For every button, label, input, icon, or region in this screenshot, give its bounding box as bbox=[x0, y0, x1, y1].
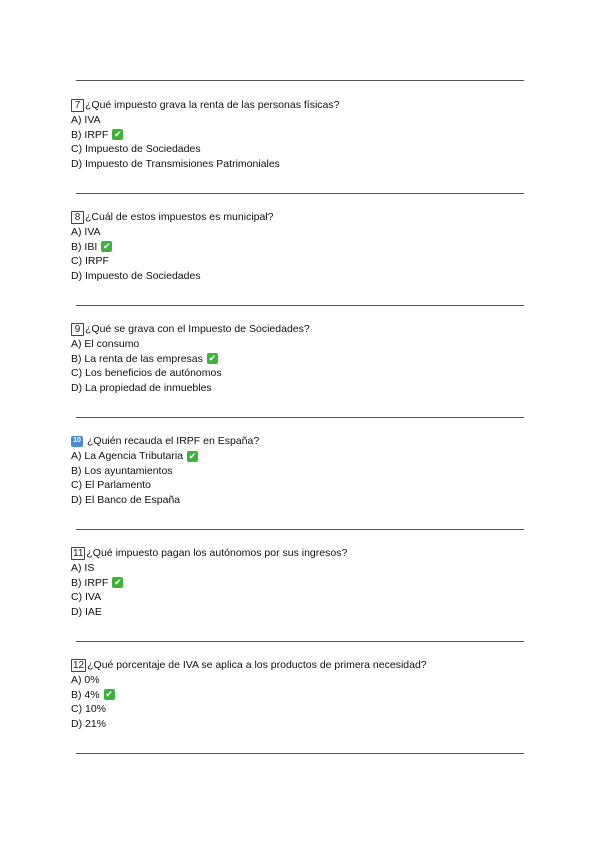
answer-option bbox=[71, 673, 541, 688]
answer-option bbox=[71, 449, 541, 464]
answer-option-label: B) Los ayuntamientos bbox=[71, 464, 173, 477]
question-text: ¿Quién recauda el IRPF en España? bbox=[87, 435, 260, 447]
answer-option bbox=[71, 576, 541, 591]
question-block bbox=[71, 434, 541, 508]
keycap-number-icon: 8 bbox=[71, 211, 84, 224]
answer-option bbox=[71, 688, 541, 703]
answer-option-label: C) Los beneficios de autónomos bbox=[71, 367, 222, 380]
answer-option bbox=[71, 240, 541, 255]
answer-option-label: D) 21% bbox=[71, 718, 107, 731]
keycap-number-icon: 10 bbox=[71, 436, 83, 447]
answer-option bbox=[71, 142, 541, 157]
divider bbox=[76, 753, 524, 754]
answer-option-label: A) La Agencia Tributaria bbox=[71, 449, 184, 462]
answer-option bbox=[71, 381, 541, 396]
answer-option-label: D) IAE bbox=[71, 606, 102, 619]
check-mark-button-icon: ✔ bbox=[105, 689, 113, 700]
answer-option-label: A) IS bbox=[71, 561, 95, 574]
answer-option bbox=[71, 717, 541, 732]
question-text: ¿Cuál de estos impuestos es municipal? bbox=[85, 211, 274, 223]
answer-option-label: D) Impuesto de Sociedades bbox=[71, 270, 201, 283]
divider bbox=[76, 641, 524, 642]
answer-option bbox=[71, 352, 541, 367]
question-text: ¿Qué porcentaje de IVA se aplica a los productos de primera necesidad? bbox=[87, 659, 427, 671]
answer-option bbox=[71, 128, 541, 143]
answer-option bbox=[71, 254, 541, 269]
answer-option-label: C) IRPF bbox=[71, 255, 109, 268]
keycap-number-icon: 12 bbox=[73, 659, 85, 671]
answer-option-label: C) 10% bbox=[71, 703, 107, 716]
question-block bbox=[71, 210, 541, 284]
answer-option bbox=[71, 590, 541, 605]
divider bbox=[76, 193, 524, 194]
answer-option-label: C) Impuesto de Sociedades bbox=[71, 143, 201, 156]
answer-option bbox=[71, 493, 541, 508]
check-mark-button-icon: ✔ bbox=[188, 450, 197, 461]
answer-option-label: D) El Banco de España bbox=[71, 494, 181, 507]
answer-option bbox=[71, 157, 541, 172]
answer-option-label: A) 0% bbox=[71, 673, 100, 686]
question-title bbox=[71, 658, 541, 673]
question-title bbox=[71, 322, 541, 337]
question-block bbox=[71, 98, 541, 172]
answer-option bbox=[71, 605, 541, 620]
check-mark-button-icon: ✔ bbox=[114, 129, 122, 140]
keycap-number-icon: 11 bbox=[73, 547, 84, 559]
answer-option-label: A) IVA bbox=[71, 225, 101, 238]
answer-option-label: A) El consumo bbox=[71, 337, 140, 350]
answer-option-label: C) IVA bbox=[71, 591, 102, 604]
question-text: ¿Qué impuesto pagan los autónomos por sus ingresos? bbox=[86, 547, 348, 559]
answer-option-label: D) La propiedad de inmuebles bbox=[71, 382, 212, 395]
question-title bbox=[71, 546, 541, 561]
question-block bbox=[71, 322, 541, 396]
answer-option bbox=[71, 113, 541, 128]
answer-option-label: C) El Parlamento bbox=[71, 479, 151, 492]
answer-option-label: B) La renta de las empresas bbox=[71, 352, 203, 365]
answer-option-label: D) Impuesto de Transmisiones Patrimoniales bbox=[71, 158, 280, 171]
answer-option-label: B) IBI bbox=[71, 240, 98, 253]
divider bbox=[76, 417, 524, 418]
answer-option bbox=[71, 225, 541, 240]
answer-option-label: A) IVA bbox=[71, 113, 101, 126]
question-title bbox=[71, 434, 541, 449]
answer-option bbox=[71, 702, 541, 717]
answer-option bbox=[71, 366, 541, 381]
keycap-number-icon: 7 bbox=[71, 99, 84, 112]
answer-option-label: B) IRPF bbox=[71, 576, 109, 589]
answer-option-label: B) IRPF bbox=[71, 128, 109, 141]
divider bbox=[76, 529, 524, 530]
answer-option bbox=[71, 478, 541, 493]
check-mark-button-icon: ✔ bbox=[208, 353, 217, 364]
question-text: ¿Qué se grava con el Impuesto de Sociedades? bbox=[85, 323, 310, 335]
keycap-number-icon: 9 bbox=[71, 323, 84, 336]
check-mark-button-icon: ✔ bbox=[114, 577, 122, 588]
question-title bbox=[71, 210, 541, 225]
answer-option bbox=[71, 464, 541, 479]
answer-option bbox=[71, 337, 541, 352]
question-block bbox=[71, 546, 541, 620]
question-text: ¿Qué impuesto grava la renta de las personas físicas? bbox=[85, 99, 340, 111]
divider bbox=[76, 80, 524, 81]
answer-option-label: B) 4% bbox=[71, 688, 100, 701]
check-mark-button-icon: ✔ bbox=[102, 241, 111, 252]
answer-option bbox=[71, 269, 541, 284]
divider bbox=[76, 305, 524, 306]
answer-option bbox=[71, 561, 541, 576]
question-block bbox=[71, 658, 541, 732]
question-title bbox=[71, 98, 541, 113]
